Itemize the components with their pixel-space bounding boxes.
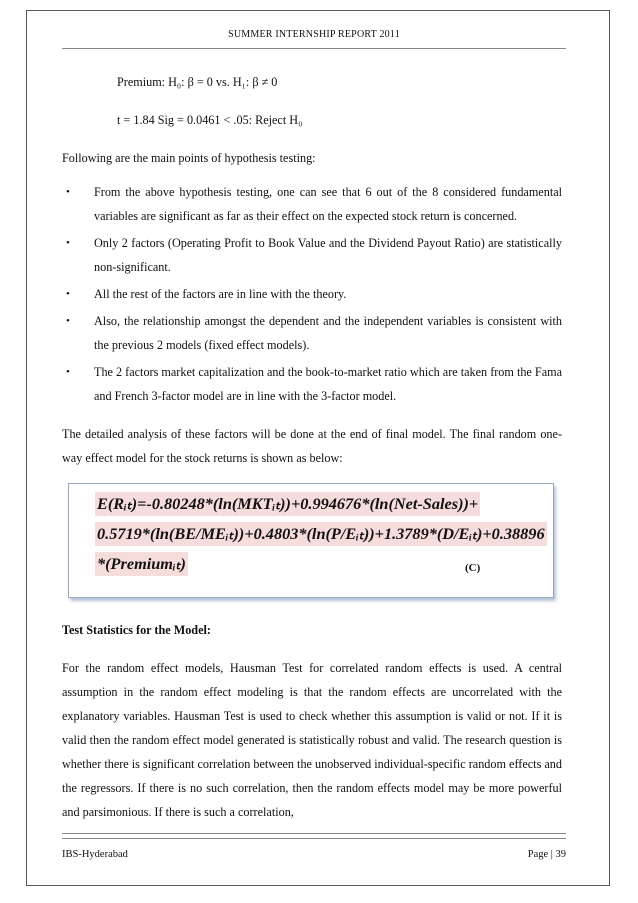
header-rule: [62, 48, 566, 49]
page-content: [62, 70, 562, 824]
footer-rule: [62, 833, 566, 839]
list-item: • Only 2 factors (Operating Profit to Book Value and the Dividend Payout Ratio) are statistically non-significant.: [62, 231, 562, 279]
hypothesis-result: t = 1.84 Sig = 0.0461 < .05: Reject H₀: [117, 113, 303, 127]
intro-paragraph: Following are the main points of hypothesis testing:: [62, 151, 316, 165]
section-title: Test Statistics for the Model:: [62, 623, 211, 637]
list-item: • The 2 factors market capitalization and the book-to-market ratio which are taken from the Fama and French 3-factor model are in line with the 3-factor model.: [62, 360, 562, 408]
list-item: • From the above hypothesis testing, one can see that 6 out of the 8 considered fundamental variables are significant as far as their effect on the expected stock return is concerned.: [62, 180, 562, 228]
analysis-paragraph: The detailed analysis of these factors will be done at the end of final model. The final random one-way effect model for the stock returns is shown as below:: [62, 427, 562, 465]
body-paragraph: For the random effect models, Hausman Test for correlated random effects is used. A central assumption in the random effect modeling is that the random effects are uncorrelated with the explanatory variables. Hausman Test is used to check whether this assumption is valid or not. If it is valid then the random effect model generated is statistically robust and valid. The research question is whether there is significant correlation between the unobserved individual-specific random effects and the regressors. If there is no such correlation, then the random effects model may be more powerful and parsimonious. If there is such a correlation,: [62, 661, 562, 819]
hypothesis-points-list: [62, 180, 562, 408]
list-item: • All the rest of the factors are in line with the theory.: [62, 282, 562, 306]
bullet-icon: •: [66, 186, 70, 198]
list-item: • Also, the relationship amongst the dependent and the independent variables is consistent with the previous 2 models (fixed effect models).: [62, 309, 562, 357]
hypothesis-statement: Premium: H₀: β = 0 vs. H₁: β ≠ 0: [117, 75, 278, 89]
equation-box: [68, 483, 554, 598]
equation-line-1: E(Rᵢₜ)=-0.80248*(ln(MKTᵢₜ))+0.994676*(ln(Net-Sales))+: [95, 492, 480, 516]
equation-tag: (C): [465, 562, 481, 574]
footer-institution: IBS-Hyderabad: [62, 849, 128, 860]
bullet-icon: •: [66, 315, 70, 327]
page-number: Page | 39: [527, 849, 566, 860]
running-header: SUMMER INTERNSHIP REPORT 2011: [228, 29, 400, 40]
equation-line-3: *(Premiumᵢₜ): [95, 552, 188, 576]
bullet-icon: •: [66, 237, 70, 249]
bullet-icon: •: [66, 288, 70, 300]
bullet-icon: •: [66, 366, 70, 378]
equation-line-2: 0.5719*(ln(BE/MEᵢₜ))+0.4803*(ln(P/Eᵢₜ))+1.3789*(D/Eᵢₜ)+0.38896: [95, 522, 547, 546]
